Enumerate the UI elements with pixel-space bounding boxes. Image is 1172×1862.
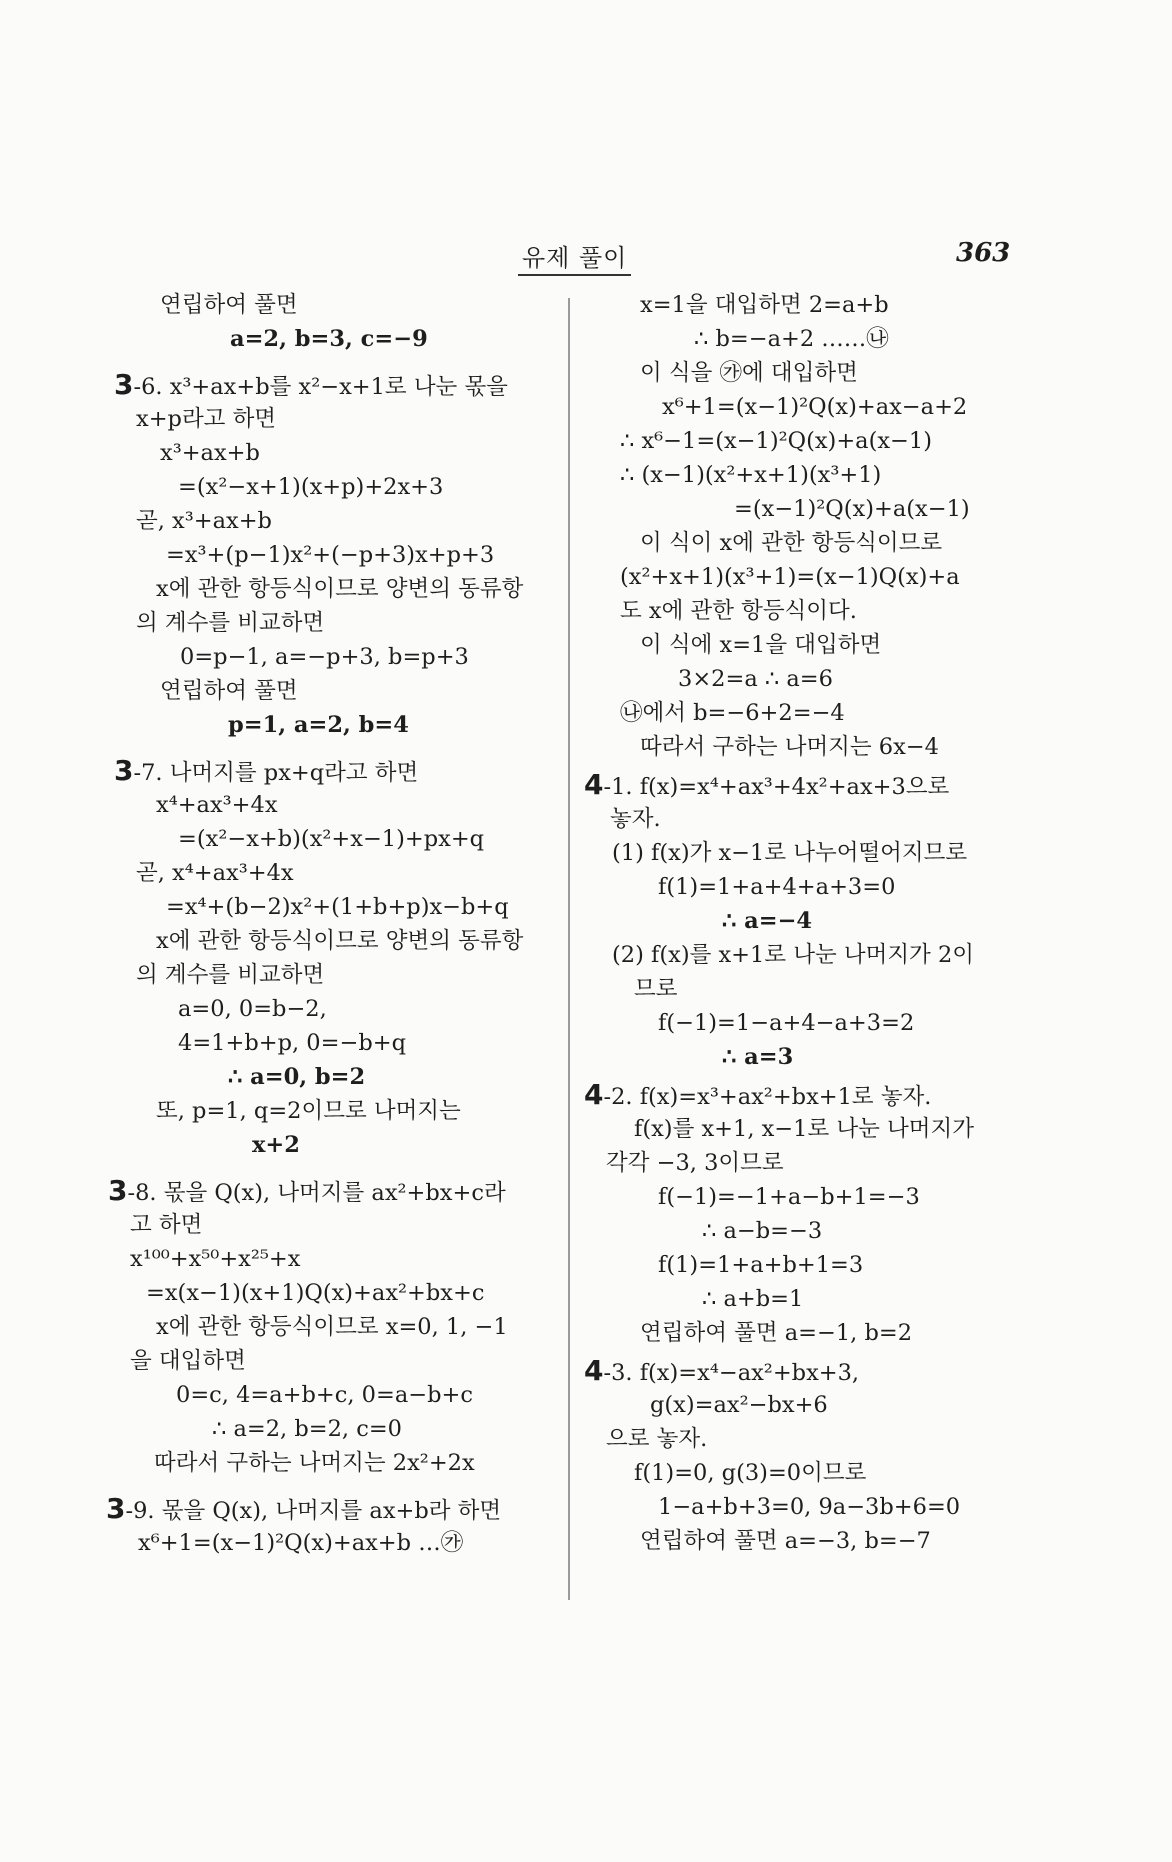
solution-line (640, 1318, 912, 1348)
problem-number: 3 (108, 1174, 128, 1207)
line-text: -3. f(x)=x⁴−ax²+bx+3, (603, 1360, 860, 1386)
line-text: x⁴+ax³+4x (156, 792, 278, 818)
solution-line (620, 562, 960, 592)
problem-heading (114, 370, 508, 402)
problem-number: 4 (584, 1354, 604, 1387)
line-text: -6. x³+ax+b를 x²−x+1로 나눈 몫을 (133, 374, 508, 400)
solution-line (722, 1042, 793, 1072)
line-text: 이 식이 x에 관한 항등식이므로 (640, 530, 943, 556)
solution-line (252, 1130, 300, 1160)
solution-line (136, 960, 324, 990)
problem-heading (114, 756, 418, 788)
line-text: -8. 몫을 Q(x), 나머지를 ax²+bx+c라 (127, 1180, 506, 1206)
line-text: f(1)=1+a+b+1=3 (658, 1252, 864, 1278)
solution-line (640, 358, 858, 388)
line-text: x+2 (252, 1132, 300, 1158)
solution-line (634, 1114, 974, 1144)
solution-line (640, 290, 889, 320)
solution-line (620, 698, 845, 728)
page-number: 363 (956, 238, 1011, 268)
line-text: -1. f(x)=x⁴+ax³+4x²+ax+3으로 (603, 774, 950, 800)
line-text: 의 계수를 비교하면 (136, 610, 325, 636)
line-text: (2) f(x)를 x+1로 나눈 나머지가 2이 (612, 942, 974, 968)
line-text: f(1)=0, g(3)=0이므로 (634, 1460, 867, 1486)
line-text: 연립하여 풀면 a=−3, b=−7 (640, 1528, 931, 1554)
solution-line (610, 804, 661, 834)
line-text: =(x²−x+1)(x+p)+2x+3 (178, 474, 444, 500)
line-text: ∴ a=3 (722, 1044, 794, 1070)
solution-line (658, 1182, 920, 1212)
solution-line (166, 540, 494, 570)
solution-line (138, 1528, 463, 1558)
line-text: ∴ b=−a+2 ……㉯ (694, 326, 889, 352)
line-text: f(−1)=−1+a−b+1=−3 (658, 1184, 920, 1210)
line-text: 이 식에 x=1을 대입하면 (640, 632, 882, 658)
line-text: 연립하여 풀면 a=−1, b=2 (640, 1320, 913, 1346)
line-text: ㉯에서 b=−6+2=−4 (620, 700, 845, 726)
line-text: x에 관한 항등식이므로 양변의 동류항 (156, 576, 524, 602)
line-text: -7. 나머지를 px+q라고 하면 (133, 760, 419, 786)
solution-line (606, 1148, 784, 1178)
line-text: f(1)=1+a+4+a+3=0 (658, 874, 896, 900)
solution-line (662, 392, 967, 422)
solution-line (180, 642, 469, 672)
problem-number: 4 (584, 768, 604, 801)
line-text: 연립하여 풀면 (160, 678, 298, 704)
solution-line (640, 528, 942, 558)
line-text: (1) f(x)가 x−1로 나누어떨어지므로 (612, 840, 968, 866)
line-text: 연립하여 풀면 (160, 292, 298, 318)
line-text: x=1을 대입하면 2=a+b (640, 292, 889, 318)
line-text: 이 식을 ㉮에 대입하면 (640, 360, 858, 386)
line-text: f(−1)=1−a+4−a+3=2 (658, 1010, 915, 1036)
line-text: (x²+x+1)(x³+1)=(x−1)Q(x)+a (620, 564, 960, 590)
solution-line (606, 1424, 707, 1454)
line-text: x⁶+1=(x−1)²Q(x)+ax+b …㉮ (138, 1530, 464, 1556)
solution-line (156, 574, 523, 604)
solution-line (612, 940, 974, 970)
solution-line (634, 974, 677, 1004)
line-text: f(x)를 x+1, x−1로 나눈 나머지가 (634, 1116, 974, 1142)
solution-line (178, 472, 443, 502)
solution-line (620, 426, 932, 456)
solution-line (658, 872, 895, 902)
solution-line (734, 494, 970, 524)
line-text: x³+ax+b (160, 440, 260, 466)
line-text: 0=c, 4=a+b+c, 0=a−b+c (176, 1382, 473, 1408)
line-text: 으로 놓자. (606, 1426, 708, 1452)
solution-line (212, 1414, 402, 1444)
line-text: x¹⁰⁰+x⁵⁰+x²⁵+x (130, 1246, 301, 1272)
line-text: a=2, b=3, c=−9 (230, 326, 428, 352)
line-text: 곧, x⁴+ax³+4x (136, 860, 294, 886)
line-text: 도 x에 관한 항등식이다. (620, 598, 857, 624)
line-text: 4=1+b+p, 0=−b+q (178, 1030, 406, 1056)
solution-line (176, 1380, 473, 1410)
line-text: 0=p−1, a=−p+3, b=p+3 (180, 644, 469, 670)
problem-number: 3 (106, 1492, 126, 1525)
solution-line (160, 290, 298, 320)
solution-line (136, 506, 272, 536)
solution-line (658, 1250, 863, 1280)
line-text: 3×2=a ∴ a=6 (678, 666, 833, 692)
line-text: 고 하면 (130, 1212, 203, 1238)
solution-line (178, 994, 327, 1024)
solution-line (228, 1062, 365, 1092)
solution-line (634, 1458, 866, 1488)
line-text: 각각 −3, 3이므로 (606, 1150, 784, 1176)
line-text: x⁶+1=(x−1)²Q(x)+ax−a+2 (662, 394, 968, 420)
solution-line (178, 824, 484, 854)
line-text: ∴ a=2, b=2, c=0 (212, 1416, 402, 1442)
solution-line (230, 324, 428, 354)
solution-line (620, 460, 881, 490)
solution-line (640, 630, 881, 660)
problem-heading (584, 770, 949, 802)
solution-line (640, 732, 939, 762)
line-text: ∴ a−b=−3 (702, 1218, 823, 1244)
line-text: ∴ a+b=1 (702, 1286, 804, 1312)
line-text: =x³+(p−1)x²+(−p+3)x+p+3 (166, 542, 495, 568)
line-text: 따라서 구하는 나머지는 6x−4 (640, 734, 939, 760)
line-text: p=1, a=2, b=4 (228, 712, 409, 738)
line-text: =(x²−x+b)(x²+x−1)+px+q (178, 826, 485, 852)
solution-line (620, 596, 857, 626)
solution-line (130, 1346, 246, 1376)
line-text: ∴ a=0, b=2 (228, 1064, 366, 1090)
solution-line (160, 438, 260, 468)
solution-line (694, 324, 889, 354)
solution-line (146, 1278, 484, 1308)
line-text: g(x)=ax²−bx+6 (650, 1392, 828, 1418)
solution-line (166, 892, 509, 922)
solution-line (658, 1492, 960, 1522)
solution-line (650, 1390, 828, 1420)
line-text: =(x−1)²Q(x)+a(x−1) (734, 496, 970, 522)
solution-line (136, 608, 324, 638)
solution-line (154, 1448, 475, 1478)
line-text: ∴ a=−4 (722, 908, 813, 934)
solution-line (156, 1312, 508, 1342)
line-text: 므로 (634, 976, 678, 1002)
line-text: 곧, x³+ax+b (136, 508, 272, 534)
solution-line (136, 404, 276, 434)
problem-heading (108, 1176, 506, 1208)
line-text: 의 계수를 비교하면 (136, 962, 325, 988)
problem-number: 3 (114, 368, 134, 401)
solution-line (658, 1008, 914, 1038)
solution-line (130, 1210, 202, 1240)
solution-line (228, 710, 409, 740)
column-divider (568, 298, 570, 1600)
line-text: 따라서 구하는 나머지는 2x²+2x (154, 1450, 475, 1476)
solution-line (156, 926, 523, 956)
line-text: x에 관한 항등식이므로 x=0, 1, −1 (156, 1314, 508, 1340)
line-text: 을 대입하면 (130, 1348, 246, 1374)
solution-line (722, 906, 812, 936)
solution-line (160, 676, 298, 706)
solution-line (130, 1244, 300, 1274)
line-text: -2. f(x)=x³+ax²+bx+1로 놓자. (603, 1084, 932, 1110)
problem-number: 4 (584, 1078, 604, 1111)
problem-heading (106, 1494, 501, 1526)
header-title: 유제 풀이 (518, 238, 631, 276)
line-text: x+p라고 하면 (136, 406, 277, 432)
line-text: 1−a+b+3=0, 9a−3b+6=0 (658, 1494, 961, 1520)
line-text: ∴ x⁶−1=(x−1)²Q(x)+a(x−1) (620, 428, 933, 454)
line-text: x에 관한 항등식이므로 양변의 동류항 (156, 928, 524, 954)
solution-line (678, 664, 833, 694)
problem-heading (584, 1356, 859, 1388)
solution-line (702, 1284, 803, 1314)
line-text: =x(x−1)(x+1)Q(x)+ax²+bx+c (146, 1280, 485, 1306)
problem-number: 3 (114, 754, 134, 787)
line-text: -9. 몫을 Q(x), 나머지를 ax+b라 하면 (125, 1498, 502, 1524)
solution-line (156, 790, 278, 820)
solution-line (156, 1096, 461, 1126)
solution-line (702, 1216, 822, 1246)
solution-line (178, 1028, 406, 1058)
solution-line (136, 858, 294, 888)
solution-line (612, 838, 967, 868)
problem-heading (584, 1080, 931, 1112)
line-text: =x⁴+(b−2)x²+(1+b+p)x−b+q (166, 894, 509, 920)
line-text: 또, p=1, q=2이므로 나머지는 (156, 1098, 461, 1124)
line-text: 놓자. (610, 806, 661, 832)
line-text: a=0, 0=b−2, (178, 996, 327, 1022)
solution-line (640, 1526, 931, 1556)
line-text: ∴ (x−1)(x²+x+1)(x³+1) (620, 462, 882, 488)
